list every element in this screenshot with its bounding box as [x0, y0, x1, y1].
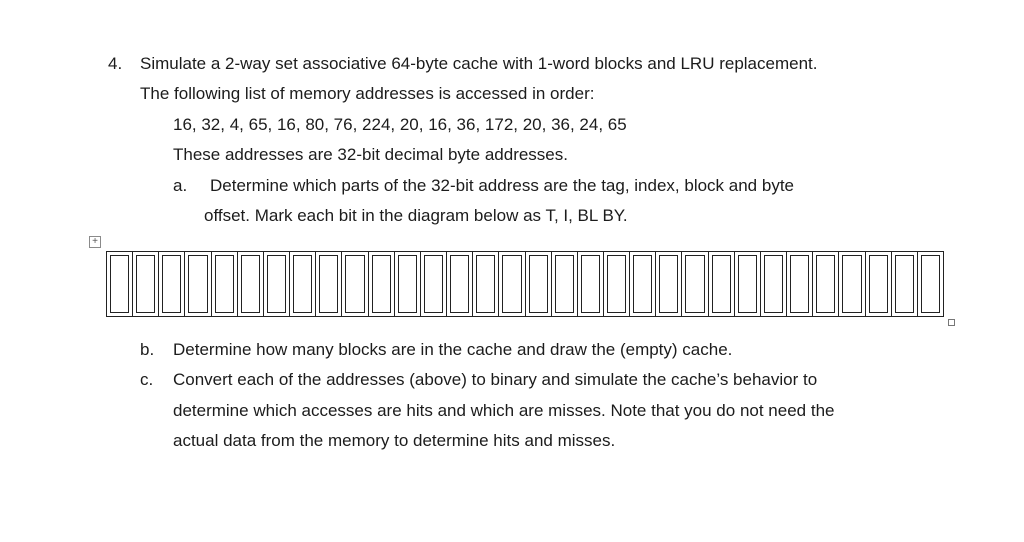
- question-text-line-2: The following list of memory addresses is accessed in order:: [140, 84, 595, 103]
- part-a-line-1: Determine which parts of the 32-bit address are the tag, index, block and byte: [210, 176, 794, 195]
- question-text-line-1: Simulate a 2-way set associative 64-byte cache with 1-word blocks and LRU replacement.: [140, 54, 818, 73]
- bit-diagram-table[interactable]: [106, 251, 944, 317]
- bit-cell[interactable]: [787, 252, 813, 316]
- bit-cell[interactable]: [839, 252, 865, 316]
- part-b-marker: b.: [140, 340, 155, 359]
- move-handle-icon[interactable]: +: [89, 236, 101, 248]
- bit-cell[interactable]: [212, 252, 238, 316]
- part-b-line-1: Determine how many blocks are in the cache and draw the (empty) cache.: [173, 340, 733, 359]
- bit-cell[interactable]: [735, 252, 761, 316]
- question-text-line-4: These addresses are 32-bit decimal byte addresses.: [173, 145, 568, 164]
- address-list: 16, 32, 4, 65, 16, 80, 76, 224, 20, 16, 36, 172, 20, 36, 24, 65: [173, 115, 627, 134]
- bit-cell[interactable]: [682, 252, 708, 316]
- bit-cell[interactable]: [238, 252, 264, 316]
- bit-cell[interactable]: [892, 252, 918, 316]
- bit-cell[interactable]: [630, 252, 656, 316]
- part-c-marker: c.: [140, 370, 154, 389]
- bit-cell[interactable]: [290, 252, 316, 316]
- bit-cell[interactable]: [499, 252, 525, 316]
- bit-cell[interactable]: [709, 252, 735, 316]
- part-a-line-2: offset. Mark each bit in the diagram below as T, I, BL BY.: [204, 206, 628, 225]
- bit-cell[interactable]: [552, 252, 578, 316]
- bit-cell[interactable]: [316, 252, 342, 316]
- part-c-line-2: determine which accesses are hits and which are misses. Note that you do not need the: [173, 401, 835, 420]
- bit-cell[interactable]: [342, 252, 368, 316]
- bit-cell[interactable]: [918, 252, 943, 316]
- part-a-marker: a.: [173, 176, 188, 195]
- bit-cell[interactable]: [369, 252, 395, 316]
- bit-cell[interactable]: [107, 252, 133, 316]
- bit-cell[interactable]: [604, 252, 630, 316]
- bit-cell[interactable]: [159, 252, 185, 316]
- bit-cell[interactable]: [526, 252, 552, 316]
- bit-cell[interactable]: [185, 252, 211, 316]
- bit-cell[interactable]: [578, 252, 604, 316]
- bit-cell[interactable]: [421, 252, 447, 316]
- bit-cell[interactable]: [866, 252, 892, 316]
- part-c-line-1: Convert each of the addresses (above) to binary and simulate the cache’s behavior to: [173, 370, 818, 389]
- bit-cell[interactable]: [264, 252, 290, 316]
- bit-cell[interactable]: [656, 252, 682, 316]
- resize-handle-icon[interactable]: [948, 319, 955, 326]
- bit-cell[interactable]: [447, 252, 473, 316]
- bit-cell[interactable]: [473, 252, 499, 316]
- bit-cell[interactable]: [395, 252, 421, 316]
- question-number: 4.: [108, 54, 123, 73]
- bit-cell[interactable]: [133, 252, 159, 316]
- bit-cell[interactable]: [761, 252, 787, 316]
- part-c-line-3: actual data from the memory to determine hits and misses.: [173, 431, 616, 450]
- bit-cell[interactable]: [813, 252, 839, 316]
